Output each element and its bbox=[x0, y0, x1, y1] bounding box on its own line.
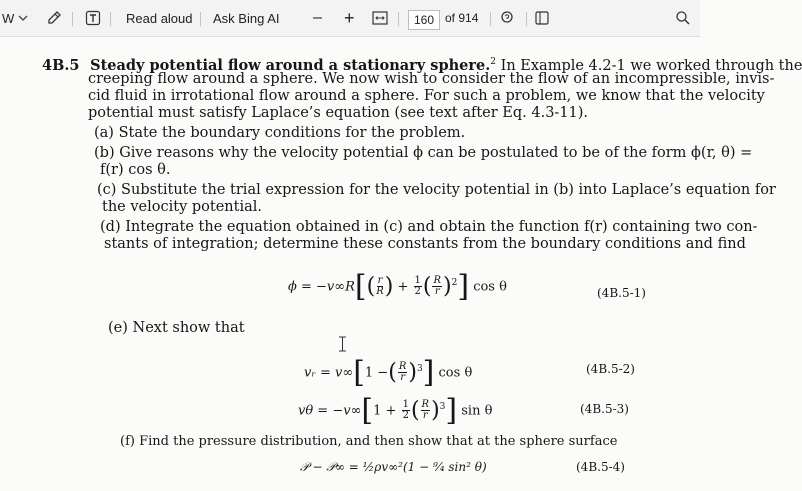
part-c-line-1: (c) Substitute the trial expression for the velocity potential in (b) into Laplace’s equation for bbox=[97, 182, 776, 198]
equation-number-1: (4B.5-1) bbox=[597, 286, 646, 300]
part-e: (e) Next show that bbox=[108, 320, 245, 336]
frac-num: R bbox=[398, 361, 407, 373]
fit-page-icon[interactable] bbox=[372, 0, 388, 36]
equation-4b5-3: vθ = −v∞[1 + $\frac{1}{2}$ ( $\frac{R}{r}$ )$^3$] sin θ bbox=[298, 392, 493, 428]
eq3-tail: sin θ bbox=[461, 403, 493, 419]
draw-icon[interactable] bbox=[46, 0, 64, 36]
frac-den: r bbox=[434, 286, 440, 298]
equation-number-4: (4B.5-4) bbox=[576, 460, 625, 474]
toolbar-separator bbox=[200, 12, 201, 26]
search-icon[interactable] bbox=[500, 0, 516, 36]
problem-number: 4B.5 bbox=[42, 56, 80, 74]
frac-den: R bbox=[376, 286, 384, 298]
equation-4b5-2: vᵣ = v∞[1 −( $\frac{R}{r}$ )$^3$] cos θ bbox=[304, 354, 473, 390]
frac-num: r bbox=[377, 275, 383, 287]
part-f: (f) Find the pressure distribution, and then show that at the sphere surface bbox=[120, 434, 618, 449]
part-a: (a) State the boundary conditions for the problem. bbox=[94, 125, 466, 141]
zoom-out-button[interactable]: – bbox=[313, 9, 322, 26]
eq3-lhs: vθ = −v∞ bbox=[298, 403, 362, 419]
intro-line-4: potential must satisfy Laplace’s equation (see text after Eq. 4.3-11). bbox=[88, 105, 589, 121]
equation-number-3: (4B.5-3) bbox=[580, 402, 629, 416]
toolbar-separator bbox=[72, 12, 73, 26]
eq1-tail: cos θ bbox=[473, 279, 507, 295]
footnote-mark: 2 bbox=[490, 57, 496, 67]
frac-num: 1 bbox=[414, 275, 421, 287]
frac-den: 2 bbox=[402, 410, 409, 422]
intro-line-1: In Example 4.2-1 we worked through the bbox=[496, 57, 802, 74]
frac-den: r bbox=[422, 410, 428, 422]
exponent: 2 bbox=[451, 278, 458, 288]
intro-line-3: cid fluid in irrotational flow around a sphere. For such a problem, we know that the velocity bbox=[88, 88, 765, 104]
one-minus: 1 − bbox=[364, 365, 389, 381]
toolbar-separator bbox=[398, 12, 399, 26]
pdf-toolbar bbox=[0, 0, 700, 37]
part-d-line-2: stants of integration; determine these constants from the boundary conditions and find bbox=[104, 236, 746, 252]
equation-number-2: (4B.5-2) bbox=[586, 362, 635, 376]
text-box-icon[interactable] bbox=[84, 0, 102, 36]
eq2-tail: cos θ bbox=[438, 365, 473, 381]
page-view-icon[interactable] bbox=[534, 0, 550, 36]
part-b-line-1: (b) Give reasons why the velocity potential ϕ can be postulated to be of the form ϕ(r, θ) = bbox=[94, 145, 753, 161]
left-fragment-label: W bbox=[2, 10, 15, 26]
exponent: 3 bbox=[416, 364, 423, 374]
intro-line-2: creeping flow around a sphere. We now wish to consider the flow of an incompressible, invis- bbox=[88, 71, 775, 87]
page-number-input[interactable]: 160 bbox=[408, 10, 440, 30]
chevron-down-icon[interactable] bbox=[18, 0, 28, 36]
frac-den: r bbox=[400, 372, 405, 384]
text-cursor-icon bbox=[338, 336, 347, 352]
toolbar-separator bbox=[526, 12, 527, 26]
equation-4b5-1: ϕ = −v∞R[( $\frac{r}{R}$ ) + $\frac{1}{2}$ ( $\frac{R}{r}$ )$^2$] cos θ bbox=[288, 268, 507, 304]
ask-bing-ai-button[interactable]: Ask Bing AI bbox=[213, 10, 280, 26]
plus-sign: + bbox=[397, 279, 409, 295]
part-c-line-2: the velocity potential. bbox=[102, 199, 262, 215]
toolbar-separator bbox=[490, 12, 491, 26]
exponent: 3 bbox=[439, 402, 446, 412]
problem-title: Steady potential flow around a stationary sphere. bbox=[90, 56, 491, 74]
frac-num: 1 bbox=[402, 399, 409, 411]
zoom-in-button[interactable]: + bbox=[344, 7, 355, 28]
page-total-label: of 914 bbox=[445, 11, 479, 25]
pdf-page bbox=[0, 36, 802, 491]
eq1-lhs: ϕ = −v∞R bbox=[288, 279, 355, 295]
frac-num: R bbox=[421, 399, 430, 411]
frac-num: R bbox=[433, 275, 441, 287]
read-aloud-button[interactable]: Read aloud bbox=[126, 10, 193, 26]
part-d-line-1: (d) Integrate the equation obtained in (c) and obtain the function f(r) containing two con- bbox=[100, 219, 758, 235]
eq2-lhs: vᵣ = v∞ bbox=[304, 365, 354, 381]
toolbar-separator bbox=[110, 12, 111, 26]
one-plus: 1 + bbox=[373, 403, 397, 419]
part-b-line-2: f(r) cos θ. bbox=[100, 162, 171, 178]
frac-den: 2 bbox=[414, 286, 421, 298]
equation-4b5-4: 𝒫 − 𝒫∞ = ½ρv∞²(1 − ⁹⁄₄ sin² θ) bbox=[300, 460, 487, 474]
search-magnifier-icon[interactable] bbox=[675, 0, 691, 36]
